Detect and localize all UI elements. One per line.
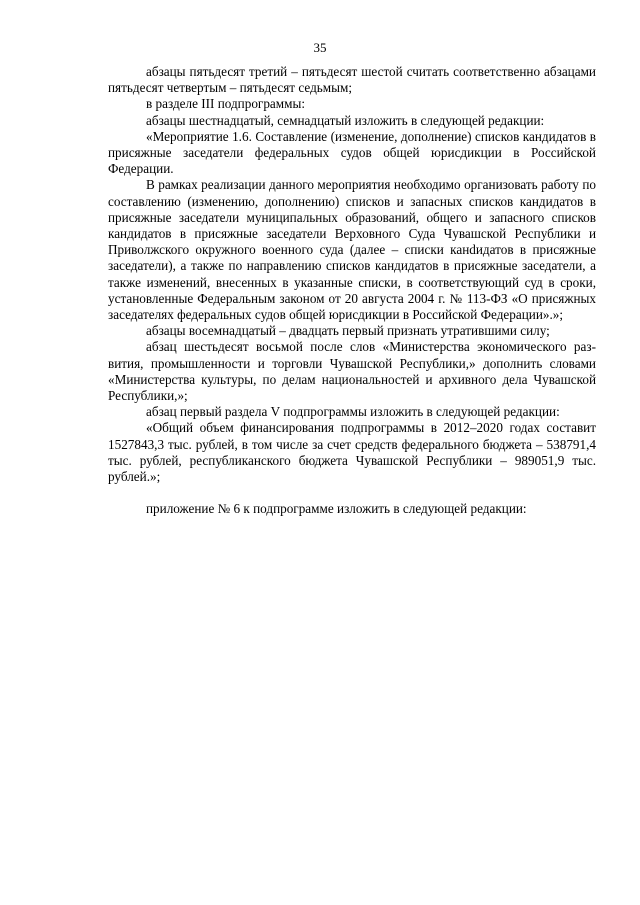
paragraph-measure-1-6: «Мероприятие 1.6. Составление (изменение, дополнение) списков кандидатов в присяжные заседатели федеральных судов общей юрисдикции в Российской Федерации. — [108, 128, 596, 177]
paragraph-sixteenth-seventeenth: абзацы шестнадцатый, семнадцатый изложить в следующей редакции: — [146, 112, 545, 128]
paragraph-implementation: В рамках реализации данного мероприятия необходимо организовать работу по составлению (изменению, дополнению) списков и запасных списков кандидатов в присяжные заседатели муниципальных образований, общего и запасного списков кандидатов в присяжные заседатели Верховного Суда Чувашской Республики и Приволжского окружного военного суда (далее – списки канdидатов в присяжные заседатели), а также по направлению списков кандидатов в присяжные заседатели, а также изменений, внесенных в указанные списки, в соответствующий суд в сроки, установленные Федеральным законом от 20 августа 2004 г. № 113-ФЗ «О присяжных заседателях федеральных судов общей юрисдикции в Российской Федерации».»; — [108, 177, 596, 323]
document-body — [108, 64, 596, 517]
page-number: 35 — [313, 40, 327, 55]
paragraph-sixty-eighth: абзац шестьдесят восьмой после слов «Министерства экономического развития, промышленности и торговли Чувашской Республики,» дополнить словами «Министерства культуры, по делам национальностей и архивного дела Чувашской Республики,»; — [108, 339, 596, 404]
paragraph-section-five: абзац первый раздела V подпрограммы изложить в следующей редакции: — [146, 404, 560, 420]
paragraph-appendix-6: приложение № 6 к подпрограмме изложить в следующей редакции: — [146, 501, 527, 517]
paragraph-financing: «Общий объем финансирования подпрограммы в 2012–2020 годах составит 1527843,3 тыс. рублей, в том числе за счет средств федерального бюджета – 538791,4 тыс. рублей, республиканского бюджета Чувашской Республики – 989051,9 тыс. рублей.»; — [108, 420, 596, 485]
paragraph-renumber: абзацы пятьдесят третий – пятьдесят шестой считать соответственно абзацами пятьдесят четвертым – пятьдесят седьмым; — [108, 64, 596, 96]
paragraph-repeal: абзацы восемнадцатый – двадцать первый признать утратившими силу; — [146, 323, 550, 339]
paragraph-section-three: в разделе III подпрограммы: — [146, 96, 306, 112]
